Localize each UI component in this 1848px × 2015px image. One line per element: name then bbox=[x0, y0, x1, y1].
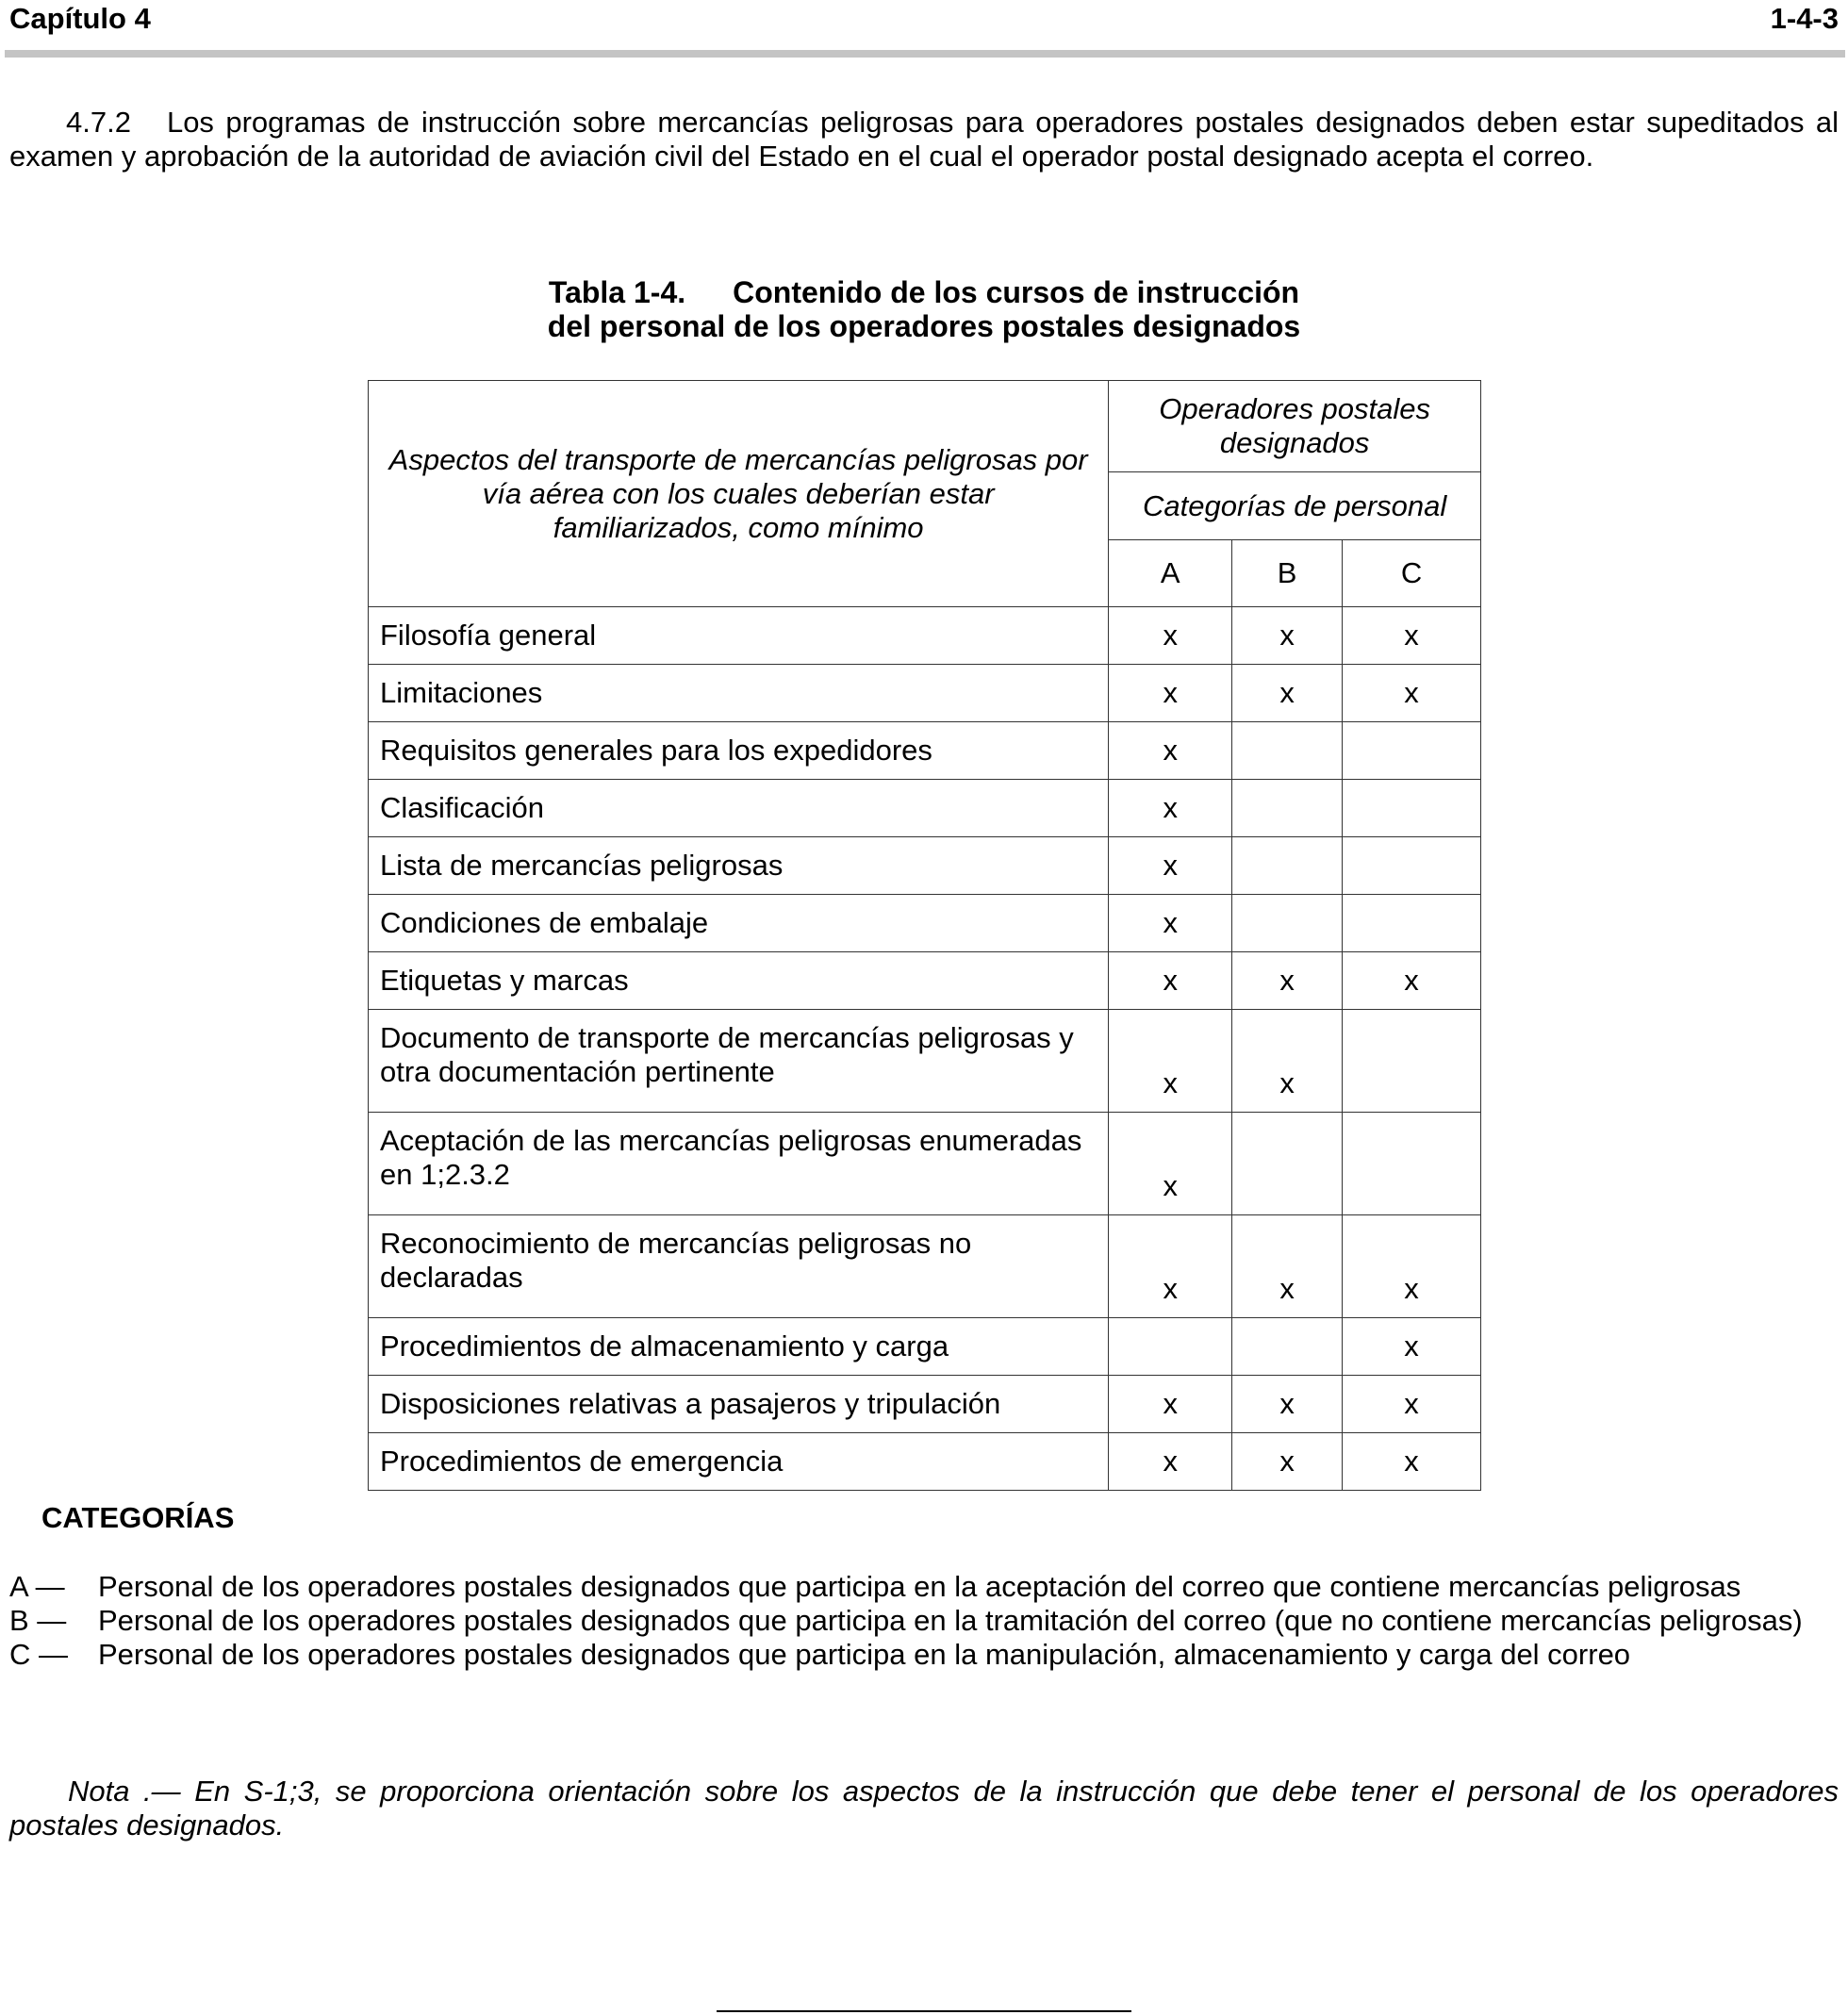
paragraph-number: 4.7.2 bbox=[66, 106, 131, 139]
page-number: 1-4-3 bbox=[1770, 2, 1839, 35]
mark-c bbox=[1343, 722, 1481, 780]
mark-a: x bbox=[1109, 1215, 1232, 1318]
row-topic: Etiquetas y marcas bbox=[369, 952, 1109, 1010]
paragraph-text: Los programas de instrucción sobre mercancías peligrosas para operadores postales designados deben estar supeditados al examen y aprobación de la autoridad de aviación civil del Estado en el cual el operador postal designado acepta el correo. bbox=[9, 106, 1839, 173]
mark-b: x bbox=[1232, 665, 1343, 722]
category-key: B — bbox=[9, 1604, 67, 1637]
category-item bbox=[9, 1570, 1839, 1604]
mark-c bbox=[1343, 1113, 1481, 1215]
mark-a: x bbox=[1109, 1010, 1232, 1113]
row-topic: Procedimientos de almacenamiento y carga bbox=[369, 1318, 1109, 1376]
paragraph-4-7-2 bbox=[9, 106, 1839, 173]
row-topic: Reconocimiento de mercancías peligrosas no declaradas bbox=[369, 1215, 1109, 1318]
mark-c: x bbox=[1343, 1376, 1481, 1433]
row-topic: Procedimientos de emergencia bbox=[369, 1433, 1109, 1491]
table-row bbox=[369, 607, 1481, 665]
mark-b bbox=[1232, 722, 1343, 780]
mark-b bbox=[1232, 1113, 1343, 1215]
mark-c bbox=[1343, 1010, 1481, 1113]
categories-list bbox=[9, 1570, 1839, 1672]
table-row bbox=[369, 1215, 1481, 1318]
mark-b: x bbox=[1232, 1376, 1343, 1433]
row-topic: Aceptación de las mercancías peligrosas enumeradas en 1;2.3.2 bbox=[369, 1113, 1109, 1215]
categories-header: Categorías de personal bbox=[1109, 472, 1481, 540]
note-text: En S-1;3, se proporciona orientación sobre los aspectos de la instrucción que debe tener el personal de los operadores postales designados. bbox=[9, 1775, 1839, 1842]
mark-a: x bbox=[1109, 607, 1232, 665]
note-lead: Nota .— bbox=[68, 1775, 181, 1808]
row-topic: Clasificación bbox=[369, 780, 1109, 837]
categories-title: CATEGORÍAS bbox=[41, 1501, 235, 1534]
mark-b: x bbox=[1232, 1010, 1343, 1113]
mark-b bbox=[1232, 780, 1343, 837]
mark-c: x bbox=[1343, 952, 1481, 1010]
table-label: Tabla 1-4. bbox=[548, 275, 686, 309]
header-rule bbox=[5, 50, 1845, 58]
mark-c: x bbox=[1343, 1318, 1481, 1376]
mark-a: x bbox=[1109, 780, 1232, 837]
row-topic: Documento de transporte de mercancías peligrosas y otra documentación pertinente bbox=[369, 1010, 1109, 1113]
row-topic: Disposiciones relativas a pasajeros y tripulación bbox=[369, 1376, 1109, 1433]
table-row bbox=[369, 1010, 1481, 1113]
mark-a bbox=[1109, 1318, 1232, 1376]
category-item bbox=[9, 1638, 1839, 1672]
mark-a: x bbox=[1109, 895, 1232, 952]
column-header-a: A bbox=[1109, 540, 1232, 607]
table-row bbox=[369, 722, 1481, 780]
mark-a: x bbox=[1109, 1113, 1232, 1215]
table-row bbox=[369, 1113, 1481, 1215]
table-title-line2: del personal de los operadores postales designados bbox=[547, 309, 1301, 343]
mark-c bbox=[1343, 895, 1481, 952]
category-item bbox=[9, 1604, 1839, 1638]
mark-c bbox=[1343, 837, 1481, 895]
mark-c: x bbox=[1343, 1433, 1481, 1491]
table-title-line1: Contenido de los cursos de instrucción bbox=[733, 275, 1300, 309]
row-topic: Requisitos generales para los expedidores bbox=[369, 722, 1109, 780]
note bbox=[9, 1775, 1839, 1842]
row-topic: Limitaciones bbox=[369, 665, 1109, 722]
chapter-label: Capítulo 4 bbox=[9, 2, 151, 35]
mark-a: x bbox=[1109, 952, 1232, 1010]
mark-a: x bbox=[1109, 722, 1232, 780]
mark-a: x bbox=[1109, 837, 1232, 895]
table-row bbox=[369, 1318, 1481, 1376]
mark-b: x bbox=[1232, 952, 1343, 1010]
column-header-c: C bbox=[1343, 540, 1481, 607]
mark-b bbox=[1232, 837, 1343, 895]
table-title bbox=[0, 275, 1848, 343]
table-row bbox=[369, 837, 1481, 895]
table-row bbox=[369, 952, 1481, 1010]
category-key: A — bbox=[9, 1570, 65, 1603]
row-topic: Condiciones de embalaje bbox=[369, 895, 1109, 952]
table-row bbox=[369, 780, 1481, 837]
category-text: Personal de los operadores postales designados que participa en la aceptación del correo que contiene mercancías peligrosas bbox=[98, 1570, 1741, 1603]
mark-b: x bbox=[1232, 1433, 1343, 1491]
mark-b bbox=[1232, 1318, 1343, 1376]
category-text: Personal de los operadores postales designados que participa en la tramitación del correo (que no contiene mercancías peligrosas) bbox=[98, 1604, 1803, 1637]
category-key: C — bbox=[9, 1638, 68, 1671]
operators-header: Operadores postales designados bbox=[1109, 381, 1481, 472]
table-row bbox=[369, 895, 1481, 952]
row-topic: Filosofía general bbox=[369, 607, 1109, 665]
mark-a: x bbox=[1109, 1433, 1232, 1491]
table-row bbox=[369, 1433, 1481, 1491]
training-table bbox=[368, 380, 1481, 1491]
mark-b: x bbox=[1232, 1215, 1343, 1318]
mark-b: x bbox=[1232, 607, 1343, 665]
mark-c: x bbox=[1343, 607, 1481, 665]
mark-a: x bbox=[1109, 665, 1232, 722]
table-row bbox=[369, 665, 1481, 722]
mark-c: x bbox=[1343, 1215, 1481, 1318]
footer-rule bbox=[717, 2010, 1131, 2012]
mark-a: x bbox=[1109, 1376, 1232, 1433]
page-header bbox=[9, 0, 1839, 38]
column-header-b: B bbox=[1232, 540, 1343, 607]
row-topic: Lista de mercancías peligrosas bbox=[369, 837, 1109, 895]
mark-c bbox=[1343, 780, 1481, 837]
mark-b bbox=[1232, 895, 1343, 952]
table-row bbox=[369, 1376, 1481, 1433]
aspect-header: Aspectos del transporte de mercancías peligrosas por vía aérea con los cuales deberían estar familiarizados, como mínimo bbox=[369, 381, 1109, 607]
category-text: Personal de los operadores postales designados que participa en la manipulación, almacenamiento y carga del correo bbox=[98, 1638, 1631, 1671]
mark-c: x bbox=[1343, 665, 1481, 722]
